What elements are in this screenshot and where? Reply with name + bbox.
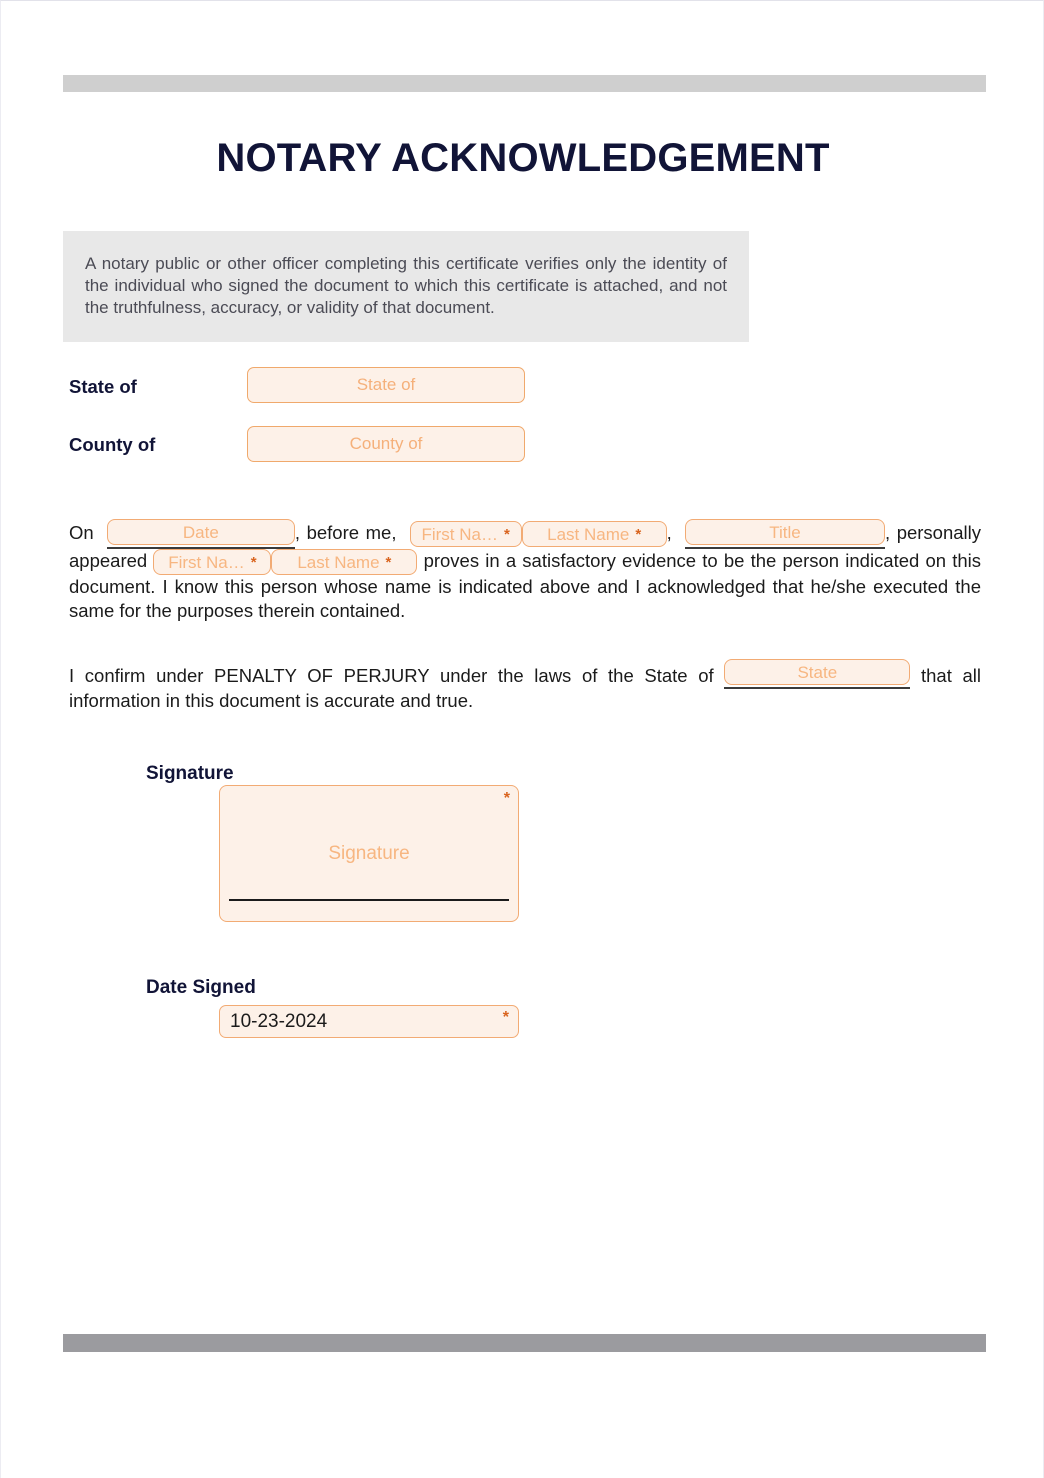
perjury-state-rule [724, 662, 910, 689]
page-title: NOTARY ACKNOWLEDGEMENT [216, 136, 830, 180]
perjury-tail-text: all information in this document is accurate and true. [69, 665, 982, 712]
acknowledgement-tail-text: proves in a satisfactory evidence to be the person indicated on this document. I know this person whose name is indicated above and I acknowledged that he/she executed the same for the purposes therein contained. [69, 550, 982, 621]
text-personally-appeared: personally appeared [69, 521, 982, 571]
county-of-input[interactable] [247, 426, 525, 462]
county-of-label: County of [69, 434, 156, 455]
notary-title-placeholder: Title [769, 522, 801, 542]
date-signed-value: 10-23-2024 [230, 1010, 328, 1032]
required-asterisk-icon: * [503, 525, 510, 543]
text-comma-1: , [666, 521, 672, 543]
date-placeholder: Date [182, 522, 219, 542]
state-of-placeholder: State of [356, 375, 416, 394]
text-that: that [920, 665, 952, 686]
notary-first-name-input[interactable] [410, 521, 522, 547]
perjury-state-input[interactable] [724, 659, 910, 685]
notary-title-input[interactable] [685, 519, 885, 545]
state-of-label: State of [69, 376, 137, 397]
required-asterisk-icon: * [385, 553, 392, 571]
perjury-paragraph [69, 664, 981, 713]
signer-last-name-input[interactable] [271, 549, 417, 575]
title-field-rule [685, 519, 885, 549]
signature-label: Signature [146, 763, 234, 784]
signature-line [229, 899, 509, 902]
required-asterisk-icon: * [503, 790, 510, 807]
notary-disclaimer-text: A notary public or other officer completing this certificate verifies only the identity of the individual who signed the document to which this certificate is attached, and not the truthfulness, accuracy, or validity of that document. [63, 231, 749, 342]
required-asterisk-icon: * [502, 1009, 509, 1026]
notary-first-name-placeholder: First Na… [421, 524, 498, 544]
header-divider-bar [63, 75, 986, 92]
text-comma-2: , [884, 521, 891, 543]
signer-first-name-placeholder: First Na… [168, 552, 245, 572]
perjury-state-placeholder: State [797, 662, 838, 682]
signer-first-name-input[interactable] [153, 549, 271, 575]
notary-last-name-input[interactable] [522, 521, 667, 547]
date-field-rule [107, 519, 295, 549]
footer-divider-bar [63, 1334, 986, 1352]
county-of-placeholder: County of [349, 434, 423, 453]
perjury-lead-text: I confirm under PENALTY OF PERJURY under the laws of the State of [69, 665, 714, 686]
date-input[interactable] [107, 519, 295, 545]
signature-placeholder: Signature [328, 843, 410, 864]
text-before-me: , before me, [294, 521, 397, 543]
signature-input[interactable] [219, 785, 519, 922]
signer-last-name-placeholder: Last Name [297, 552, 380, 572]
text-on: On [69, 521, 94, 543]
notary-last-name-placeholder: Last Name [547, 524, 630, 544]
acknowledgement-paragraph [69, 519, 981, 622]
required-asterisk-icon: * [635, 525, 642, 543]
state-of-input[interactable] [247, 367, 525, 403]
date-signed-input[interactable] [219, 1005, 519, 1038]
date-signed-label: Date Signed [146, 977, 256, 998]
required-asterisk-icon: * [250, 553, 257, 571]
